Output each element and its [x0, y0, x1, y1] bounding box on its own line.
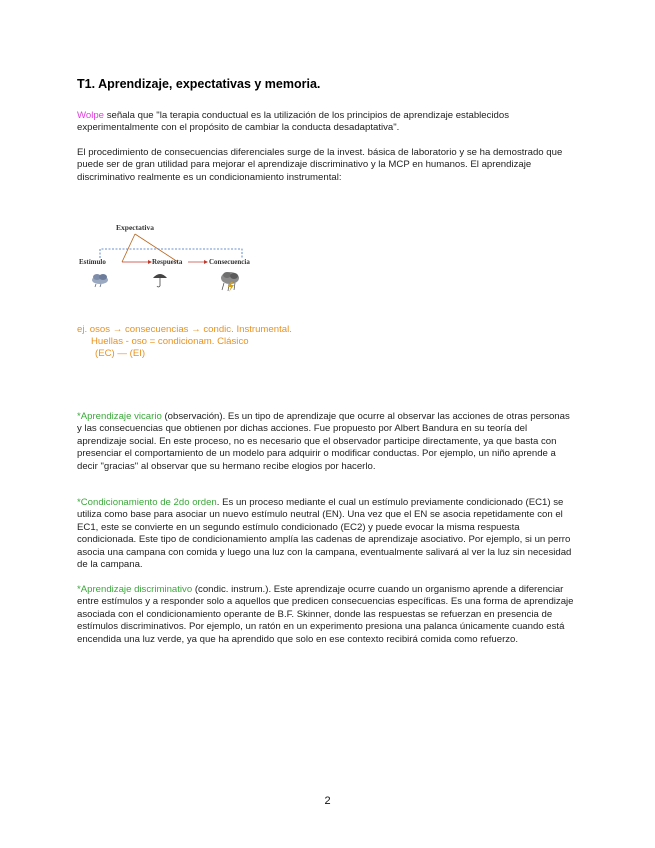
- section-subheading: (condic. instrum.): [192, 584, 269, 595]
- page-number: 2: [324, 795, 331, 807]
- intro-text: señala que "la terapia conductual es la utilización de los principios de aprendizaje establecidos experimentalmente con el propósito de cambiar la conducta desadaptativa".: [77, 110, 510, 134]
- diagram-label-consequence: Consecuencia: [209, 258, 250, 266]
- consequence-storm-icon: [221, 272, 239, 292]
- arrow-2-head: [204, 260, 208, 264]
- section-heading: *Aprendizaje vicario: [77, 411, 162, 422]
- section-subheading: (observación): [161, 411, 223, 422]
- page-title: T1. Aprendizaje, expectativas y memoria.: [77, 77, 321, 91]
- diagram-top-label: Expectativa: [116, 223, 154, 232]
- section-heading: *Condicionamiento de 2do orden: [77, 497, 217, 508]
- section-body: . Es un proceso mediante el cual un estímulo previamente condicionado (EC1) se utiliza como base para asociar un nuevo estímulo neutral (EN). Una vez que el EN se asocia repetidamente con el EC1, este se convierte en un segundo estímulo condicionado (EC2) y puede evocar la misma respuesta condicionada. Este tipo de condicionamiento amplía las cadenas de aprendizaje asociativo. Por ejemplo, si un perro asocia una campana con comida y luego una luz con la campana, eventualmente salivará al ver la luz sin necesidad de la campana.: [77, 497, 572, 571]
- conditioning-diagram: [78, 220, 263, 295]
- expectation-line-left: [122, 234, 135, 262]
- section-vicarious-learning: [77, 411, 577, 473]
- section-second-order-conditioning: [77, 497, 577, 571]
- intro-paragraph: [77, 110, 577, 135]
- section-heading: *Aprendizaje discriminativo: [77, 584, 193, 595]
- section-body: . Es un tipo de aprendizaje que ocurre al observar las acciones de otras personas y las consecuencias que obtienen por dichas acciones. Fue propuesto por Albert Bandura en su teoría del aprendizaje social. En este proceso, no es necesario que el observador participe directamente, ya que basta con presenciar el comportamiento de un modelo para adquirir o modificar conductas. Por ejemplo, un niño aprende a decir "gracias" al observar que su hermano recibe elogios por hacerlo.: [77, 411, 570, 472]
- stimulus-cloud-icon: [92, 274, 108, 287]
- section-discriminative-learning: [77, 584, 577, 646]
- note-line-2: Huellas - oso = condicionam. Clásico: [91, 336, 249, 348]
- note-line-3: (EC) — (EI): [95, 348, 146, 360]
- diagram-label-response: Respuesta: [152, 258, 183, 266]
- procedure-paragraph: El procedimiento de consecuencias diferenciales surge de la invest. básica de laboratorio y se ha demostrado que puede ser de gran utilidad para mejorar el aprendizaje discriminativo y la MCP en humanos. El aprendizaje discriminativo realmente es un condicionamiento instrumental:: [77, 147, 563, 183]
- author-name: Wolpe: [77, 110, 105, 121]
- response-umbrella-icon: [153, 274, 167, 287]
- diagram-label-stimulus: Estímulo: [79, 258, 106, 266]
- dashed-bracket: [100, 249, 242, 258]
- example-notes: [77, 324, 292, 361]
- note-line-1: ej. osos → consecuencias → condic. Instrumental.: [77, 324, 292, 335]
- section-body: . Este aprendizaje ocurre cuando un organismo aprende a diferenciar entre estímulos y a responder solo a aquellos que predicen consecuencias específicas. Es una forma de aprendizaje asociada con el condicionamiento operante de B.F. Skinner, donde las respuestas se refuerzan en presencia de estímulos discriminativos. Por ejemplo, un ratón en un experimento presiona una palanca únicamente cuando está encendida una luz verde, ya que ha aprendido que solo en ese contexto recibirá comida como refuerzo.: [77, 584, 574, 645]
